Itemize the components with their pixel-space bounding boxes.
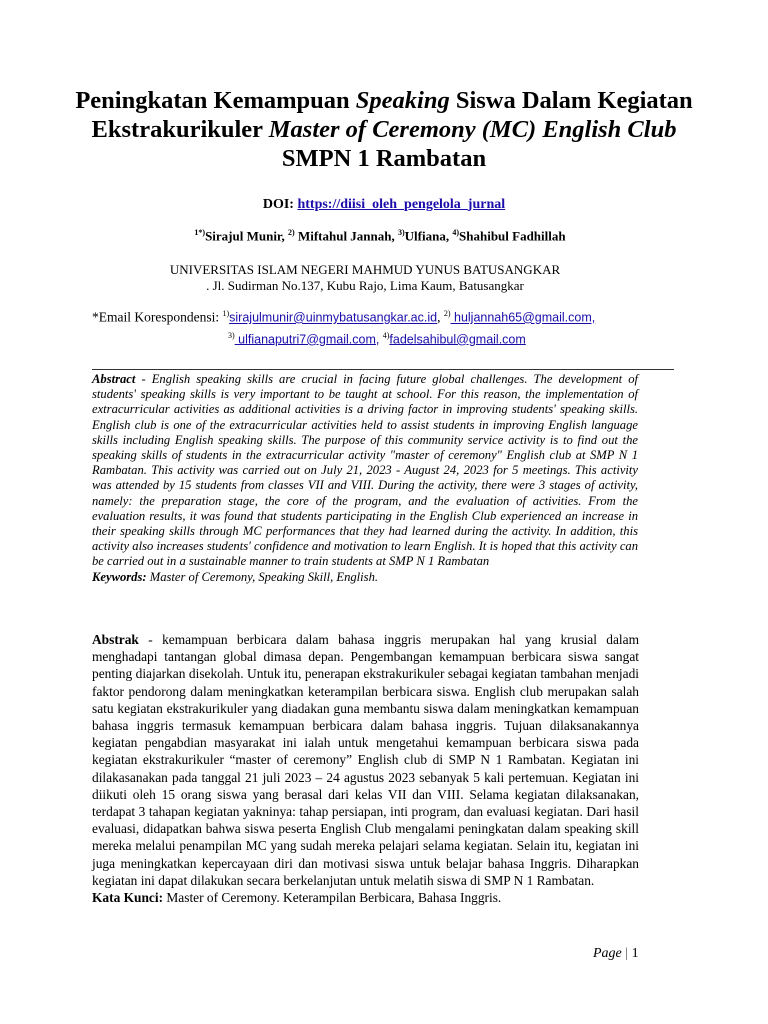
email-line-1	[92, 305, 692, 327]
author-1-sup: 1*)	[194, 228, 206, 237]
email-4-link[interactable]: fadelsahibul@gmail.com	[389, 332, 526, 346]
author-4-sup: 4)	[452, 228, 460, 237]
author-3-sup: 3)	[398, 228, 405, 237]
email-2-sup: 2)	[443, 309, 451, 318]
affiliation	[0, 262, 730, 294]
keywords-indonesian-text: Master of Ceremony. Keterampilan Berbicara, Bahasa Inggris.	[163, 890, 502, 906]
keywords-indonesian	[92, 889, 639, 906]
abstract-english	[92, 372, 638, 585]
email-label: *Email Korespondensi:	[92, 309, 223, 325]
keywords-english-label: Keywords:	[92, 569, 147, 584]
title-part-1: Peningkatan Kemampuan	[75, 87, 356, 114]
email-2-link[interactable]: huljannah65@gmail.com,	[450, 310, 596, 325]
email-4-sup: 4)	[382, 330, 390, 340]
title-part-5: SMPN 1 Rambatan	[281, 145, 487, 172]
abstract-indonesian-body	[92, 631, 639, 889]
abstract-indonesian-label: Abstrak	[92, 632, 139, 647]
page-separator: |	[621, 946, 632, 961]
email-line-2	[92, 327, 692, 349]
affiliation-address: . Jl. Sudirman No.137, Kubu Rajo, Lima Kaum, Batusangkar	[206, 278, 524, 293]
keywords-english-text: Master of Ceremony, Speaking Skill, English.	[146, 569, 379, 584]
title-part-2: Speaking	[355, 87, 450, 114]
page-number: 1	[631, 946, 639, 961]
email-3-sup: 3)	[228, 330, 235, 340]
email-correspondence	[92, 305, 692, 348]
keywords-english	[92, 570, 638, 585]
page-footer	[593, 946, 639, 962]
author-2-sup: 2)	[288, 228, 295, 237]
paper-title	[60, 86, 708, 173]
doi-line	[0, 197, 768, 213]
abstract-english-label: Abstract	[92, 372, 136, 386]
email-1-sup: 1)	[222, 309, 230, 318]
email-1-sep: ,	[437, 309, 444, 325]
section-divider	[92, 369, 674, 370]
doi-label: DOI:	[262, 197, 298, 212]
author-list	[0, 228, 760, 244]
email-3-link[interactable]: ulfianaputri7@gmail.com,	[234, 332, 380, 346]
keywords-indonesian-label: Kata Kunci:	[92, 890, 164, 906]
title-part-3: Siswa Dalam Kegiatan Ekstrakurikuler	[91, 87, 693, 143]
email-1-link[interactable]: sirajulmunir@uinmybatusangkar.ac.id	[229, 310, 438, 325]
abstract-english-text: - English speaking skills are crucial in facing future global challenges. The development of students' speaking skills is very important to be taught at school. For this reason, the implementation of extracurricular activities as additional activities is a driving factor in improving students' speaking skills. English club is one of the extracurricular activities held to assist students in improving English language skills including English speaking skills. The purpose of this community service activity is to find out the speaking skills of students in the extracurricular activity "master of ceremony" English club at SMP N 1 Rambatan. This activity was carried out on July 21, 2023 - August 24, 2023 for 5 meetings. This activity was attended by 15 students from classes VII and VIII. During the activity, there were 3 stages of activity, namely: the preparation stage, the core of the program, and the evaluation of activities. From the evaluation results, it was found that students participating in the English Club experienced an increase in their speaking skills through MC performances that they had learned during the activity. In addition, this activity also increases students' confidence and motivation to learn English. It is hoped that this activity can be carried out in a sustainable manner to train students at SMP N 1 Rambatan	[92, 372, 638, 569]
author-4-name: Shahibul Fadhillah	[459, 228, 566, 244]
author-1-name: Sirajul Munir,	[205, 228, 289, 244]
author-2-name: Miftahul Jannah,	[294, 228, 398, 244]
abstract-indonesian	[92, 631, 639, 906]
abstract-english-body	[92, 372, 638, 570]
title-part-4: Master of Ceremony (MC) English Club	[268, 116, 677, 143]
author-3-name: Ulfiana,	[404, 228, 453, 244]
affiliation-university: UNIVERSITAS ISLAM NEGERI MAHMUD YUNUS BATUSANGKAR	[169, 262, 561, 277]
doi-link[interactable]: https://diisi_oleh_pengelola_jurnal	[297, 197, 506, 212]
abstract-indonesian-text: - kemampuan berbicara dalam bahasa inggris merupakan hal yang krusial dalam menghadapi tantangan global dimasa depan. Pengembangan kemampuan berbicara siswa sangat penting diajarkan disekolah. Untuk itu, penerapan ekstrakurikuler sebagai kegiatan tambahan menjadi faktor pendorong dalam meningkatkan keterampilan berbicara siswa. English club merupakan salah satu kegiatan ekstrakurikuler yang diadakan guna membantu siswa dalam meningkatkan kemampuan bahasa inggris termasuk kemampuan berbicara dalam bahasa inggris. Tujuan dilaksanakannya kegiatan pengabdian masyarakat ini ialah untuk mengetahui kemampuan berbicara siswa pada kegiatan ekstrakurikuler “master of ceremony” English club di SMP N 1 Rambatan. Kegiatan ini dilakasanakan pada tanggal 21 juli 2023 – 24 agustus 2023 sebanyak 5 kali pertemuan. Kegiatan ini diikuti oleh 15 orang siswa yang berasal dari kelas VII dan VIII. Selama kegiatan dilaksanakan, terdapat 3 tahapan kegiatan yakninya: tahap persiapan, inti program, dan evaluasi kegiatan. Dari hasil evaluasi, didapatkan bahwa siswa peserta English Club mengalami peningkatan dalam speaking skill mereka melalui penampilan MC yang sudah mereka pelajari selama kegiatan. Selain itu, kegiatan ini juga meningkatkan kepercayaan diri dan motivasi siswa untuk belajar bahasa Inggris. Diharapkan kegiatan ini dapat dilakukan secara berkelanjutan untuk melatih siswa di SMP N 1 Rambatan.	[92, 632, 639, 888]
page-label: Page	[593, 946, 622, 961]
